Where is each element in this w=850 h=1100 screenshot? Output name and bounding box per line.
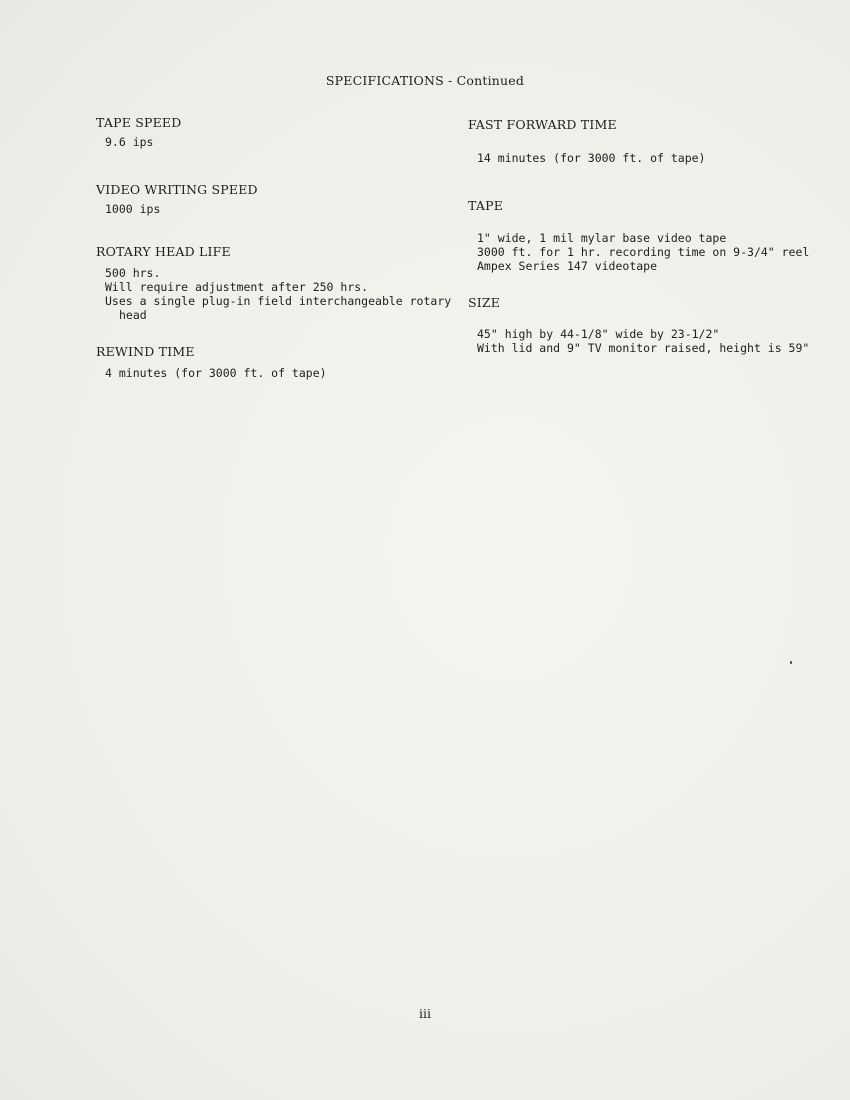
section-heading: ROTARY HEAD LIFE (96, 244, 231, 259)
section-line: 3000 ft. for 1 hr. recording time on 9-3/4" reel (477, 245, 810, 259)
section-body (468, 231, 808, 273)
left-column (96, 115, 466, 380)
section-line: 4 minutes (for 3000 ft. of tape) (105, 366, 327, 380)
section-line: Uses a single plug-in field interchangeable rotary (105, 294, 452, 308)
paper-speck (790, 661, 792, 664)
section-heading: VIDEO WRITING SPEED (96, 182, 258, 197)
section-line: 45" high by 44-1/8" wide by 23-1/2" (477, 327, 720, 341)
section-heading: REWIND TIME (96, 344, 195, 359)
section-line: Ampex Series 147 videotape (477, 259, 658, 273)
section-body (96, 202, 466, 216)
section-heading: TAPE (468, 198, 504, 213)
section-body (96, 135, 466, 149)
section-line: 14 minutes (for 3000 ft. of tape) (477, 151, 706, 165)
section-line: 1000 ips (105, 202, 161, 216)
section-line: head (119, 308, 147, 322)
section-body (96, 366, 466, 380)
section-heading: FAST FORWARD TIME (468, 117, 617, 132)
spec-rotary-head-life (96, 244, 466, 322)
section-body (96, 266, 466, 322)
section-line: 1" wide, 1 mil mylar base video tape (477, 231, 727, 245)
section-line: Will require adjustment after 250 hrs. (105, 280, 369, 294)
section-line: With lid and 9" TV monitor raised, height is 59" (477, 341, 810, 355)
spec-size (468, 295, 808, 355)
spec-rewind-time (96, 344, 466, 380)
page-number: iii (419, 1006, 431, 1021)
section-line: 500 hrs. (105, 266, 161, 280)
right-column (468, 117, 808, 355)
section-body (468, 151, 808, 165)
spec-video-writing-speed (96, 182, 466, 216)
section-heading: TAPE SPEED (96, 115, 182, 130)
section-body (468, 327, 808, 355)
spec-fast-forward-time (468, 117, 808, 165)
section-heading: SIZE (468, 295, 501, 310)
spec-tape (468, 198, 808, 273)
section-line: 9.6 ips (105, 135, 154, 149)
spec-tape-speed (96, 115, 466, 149)
page-title: SPECIFICATIONS - Continued (325, 73, 525, 88)
